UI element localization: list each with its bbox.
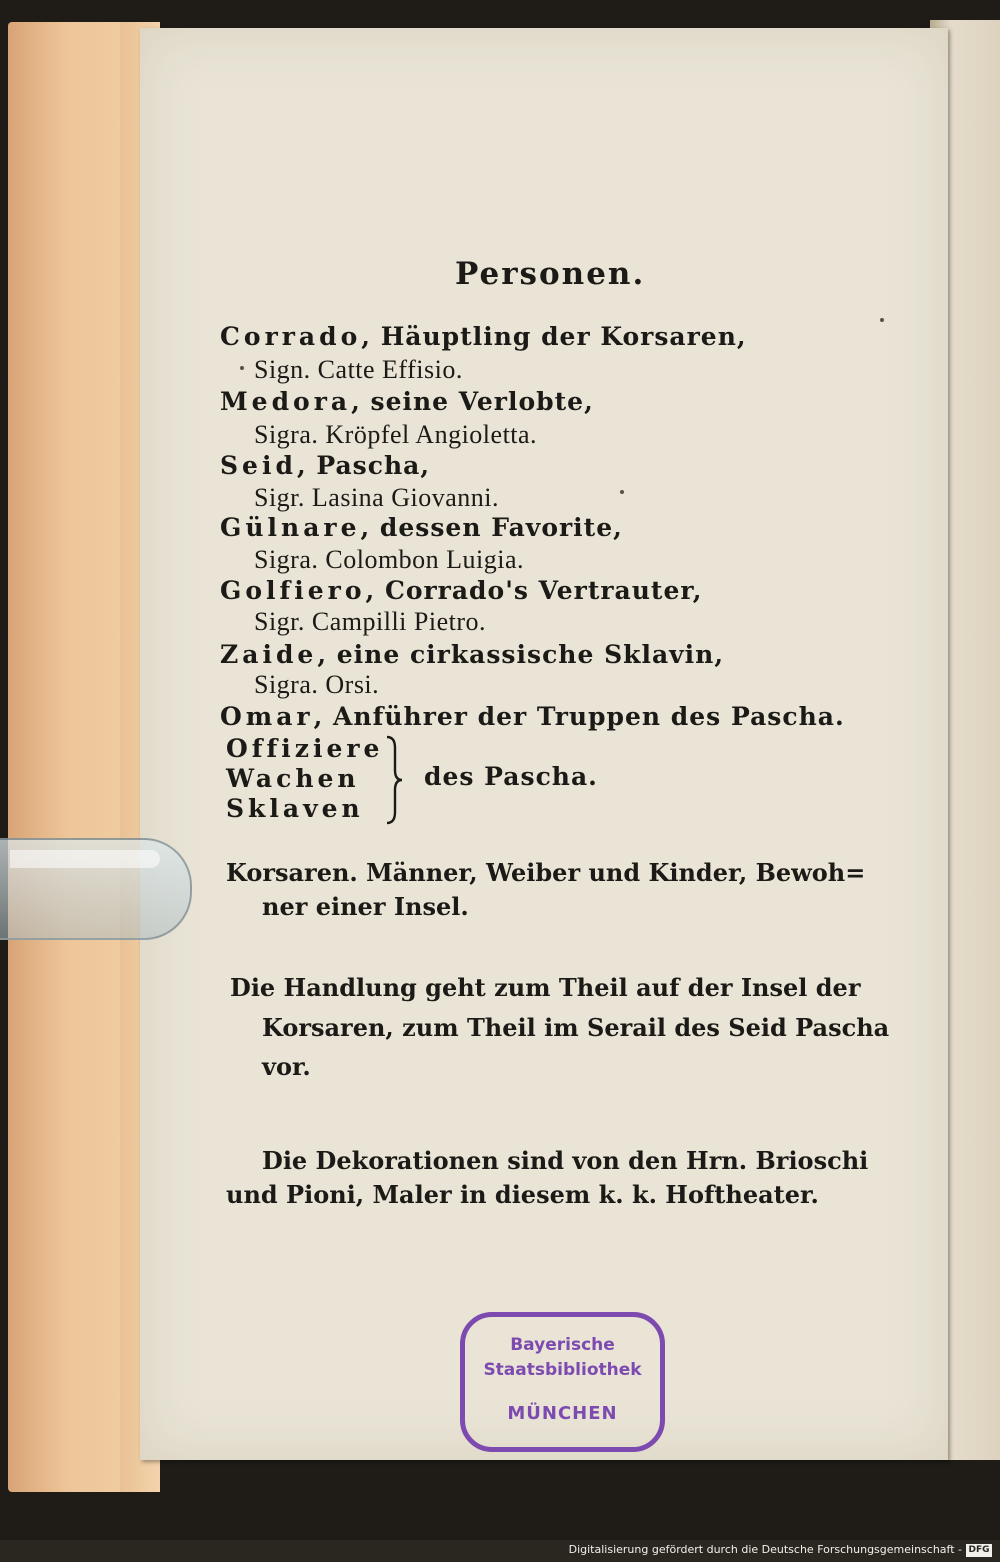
- setting-line: Die Handlung geht zum Theil auf der Insel der: [230, 973, 861, 1002]
- role-description: , Häuptling der Korsaren,: [361, 322, 747, 351]
- others-line: Korsaren. Männer, Weiber und Kinder, Bewoh=: [226, 858, 866, 887]
- cast-actor: Sign. Catte Effisio.: [254, 355, 463, 384]
- paper-speck: [880, 318, 884, 322]
- library-stamp: [460, 1312, 665, 1452]
- role-name: Gülnare: [220, 513, 361, 542]
- setting-line: vor.: [262, 1052, 311, 1081]
- stamp-line: Staatsbibliothek: [483, 1360, 642, 1380]
- group-item-label: Wachen: [226, 764, 360, 793]
- page-clip-glare: [10, 850, 160, 868]
- role-description: , Pascha,: [296, 451, 431, 480]
- role-name: Corrado: [220, 322, 362, 351]
- group-item: [226, 794, 364, 823]
- decorations-line: und Pioni, Maler in diesem k. k. Hoftheater.: [226, 1180, 819, 1209]
- cast-role-line: [220, 387, 594, 416]
- cast-actor: Sigr. Campilli Pietro.: [254, 607, 487, 636]
- cast-actor: Sigra. Kröpfel Angioletta.: [254, 420, 538, 449]
- cast-role-line: [220, 451, 430, 480]
- stamp-line: MÜNCHEN: [507, 1403, 618, 1424]
- page-title: Personen.: [455, 256, 646, 292]
- group-label: des Pascha.: [424, 762, 598, 791]
- setting-line: Korsaren, zum Theil im Serail des Seid Pascha: [262, 1013, 890, 1042]
- role-name: Medora: [220, 387, 352, 416]
- paper-speck: [240, 366, 244, 370]
- dfg-logo-icon: DFG: [966, 1544, 992, 1557]
- decorations-line: Die Dekorationen sind von den Hrn. Brioschi: [262, 1146, 869, 1175]
- group-item: [226, 764, 360, 793]
- cast-actor: Sigra. Colombon Luigia.: [254, 545, 525, 574]
- cast-role-line: [220, 513, 623, 542]
- others-line: ner einer Insel.: [262, 892, 469, 921]
- role-description: , Corrado's Vertrauter,: [365, 576, 703, 605]
- group-item: [226, 734, 383, 763]
- cast-role-line: [220, 576, 702, 605]
- role-description: , dessen Favorite,: [360, 513, 623, 542]
- cast-role-line: [220, 322, 747, 351]
- role-name: Zaide: [220, 640, 318, 669]
- role-description: , eine cirkassische Sklavin,: [317, 640, 725, 669]
- curly-brace-icon: [385, 734, 403, 826]
- cast-actor: Sigra. Orsi.: [254, 670, 380, 699]
- role-name: Seid: [220, 451, 297, 480]
- footer-credit: Digitalisierung gefördert durch die Deutsche Forschungsgemeinschaft -: [568, 1543, 962, 1556]
- role-description: , seine Verlobte,: [351, 387, 594, 416]
- cast-role-line: [220, 640, 724, 669]
- paper-speck: [620, 490, 624, 494]
- role-name: Golfiero: [220, 576, 366, 605]
- cast-actor: Sigr. Lasina Giovanni.: [254, 483, 499, 512]
- group-item-label: Offiziere: [226, 734, 384, 763]
- stamp-line: Bayerische: [510, 1335, 615, 1355]
- role-description: , Anführer der Truppen des Pascha.: [313, 702, 845, 731]
- role-name: Omar: [220, 702, 314, 731]
- group-item-label: Sklaven: [226, 794, 364, 823]
- cast-role-line: [220, 702, 845, 731]
